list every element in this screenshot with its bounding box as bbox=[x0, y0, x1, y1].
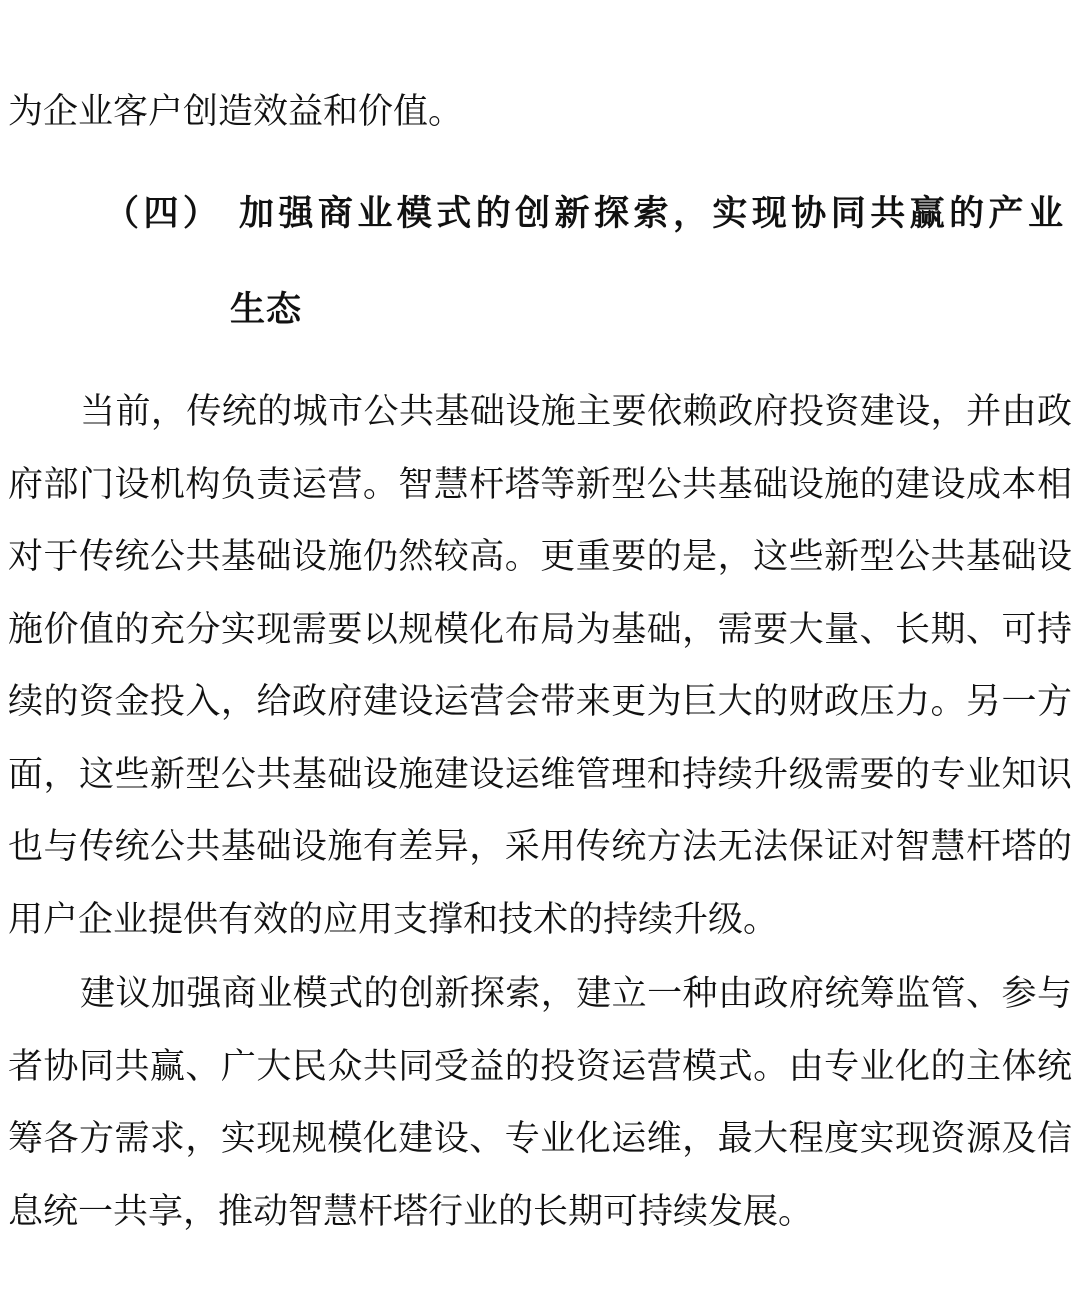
paragraph-2-line: 建议加强商业模式的创新探索，建立一种由政府统筹监管、参与 bbox=[80, 974, 1072, 1014]
intro-tail-line: 为企业客户创造效益和价值。 bbox=[8, 92, 464, 132]
paragraph-1-line: 对于传统公共基础设施仍然较高。更重要的是，这些新型公共基础设 bbox=[8, 537, 1072, 577]
paragraph-2-line: 者协同共赢、广大民众共同受益的投资运营模式。由专业化的主体统 bbox=[8, 1047, 1072, 1087]
paragraph-1-line: 府部门设机构负责运营。智慧杆塔等新型公共基础设施的建设成本相 bbox=[8, 465, 1072, 505]
paragraph-1-line: 施价值的充分实现需要以规模化布局为基础，需要大量、长期、可持 bbox=[8, 610, 1072, 650]
paragraph-1-line: 也与传统公共基础设施有差异，采用传统方法无法保证对智慧杆塔的 bbox=[8, 827, 1072, 867]
paragraph-2-line: 息统一共享，推动智慧杆塔行业的长期可持续发展。 bbox=[8, 1192, 814, 1232]
section-heading-line-2: 生态 bbox=[230, 290, 303, 330]
paragraph-1-line: 面，这些新型公共基础设施建设运维管理和持续升级需要的专业知识 bbox=[8, 755, 1072, 795]
paragraph-1-line: 用户企业提供有效的应用支撑和技术的持续升级。 bbox=[8, 900, 779, 940]
paragraph-1-line: 当前，传统的城市公共基础设施主要依赖政府投资建设，并由政 bbox=[80, 392, 1072, 432]
section-heading-line-1: （四） 加强商业模式的创新探索，实现协同共赢的产业 bbox=[104, 194, 1064, 234]
paragraph-1-line: 续的资金投入，给政府建设运营会带来更为巨大的财政压力。另一方 bbox=[8, 682, 1072, 722]
paragraph-2-line: 筹各方需求，实现规模化建设、专业化运维，最大程度实现资源及信 bbox=[8, 1119, 1072, 1159]
